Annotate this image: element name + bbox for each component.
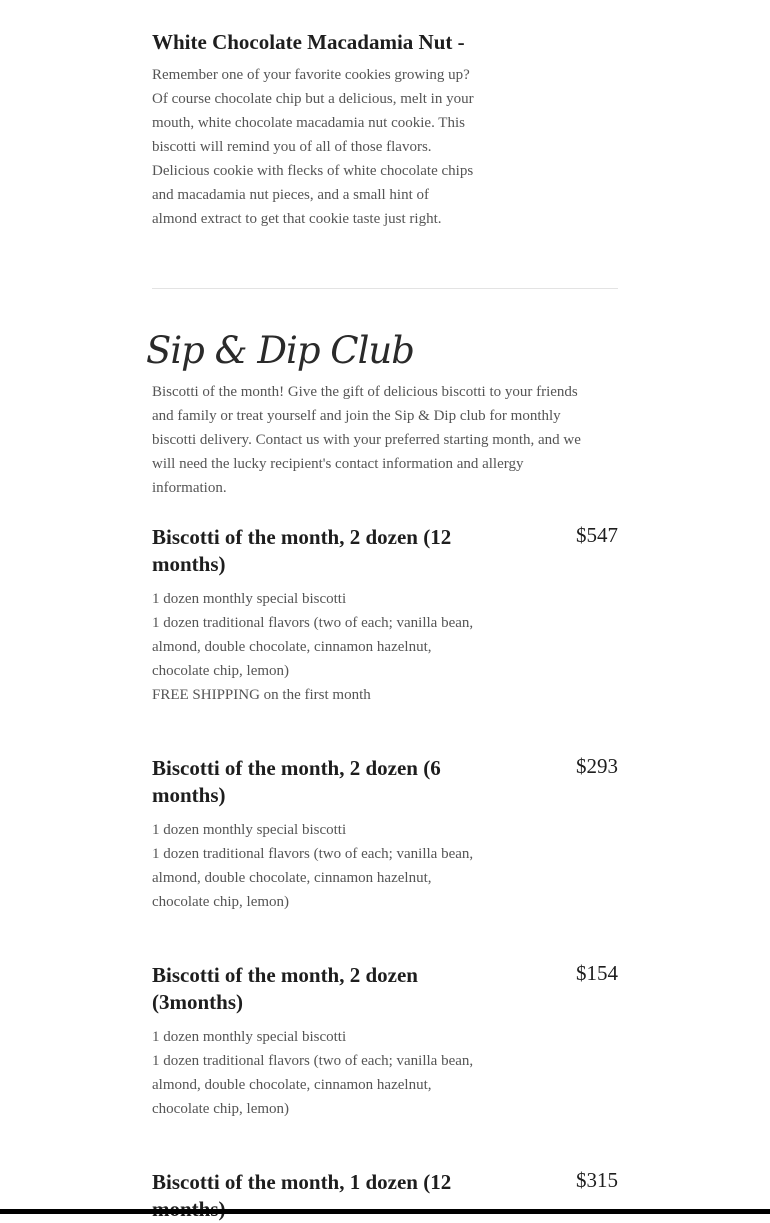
description-line: chocolate chip, lemon) [152, 1101, 290, 1117]
description-line: 1 dozen traditional flavors (two of each; vanilla bean, [152, 1053, 474, 1069]
intro-line: biscotti delivery. Contact us with your preferred starting month, and we [152, 432, 581, 448]
item-price: $154 [576, 961, 618, 985]
description-line: 1 dozen monthly special biscotti [152, 1029, 347, 1045]
title-line: months) [152, 783, 226, 807]
title-line: Biscotti of the month, 2 dozen (12 [152, 525, 452, 549]
menu-item-title [152, 1169, 492, 1223]
intro-line: Biscotti of the month! Give the gift of delicious biscotti to your friends [152, 384, 578, 400]
title-line: Biscotti of the month, 2 dozen [152, 963, 418, 987]
item-price: $547 [576, 523, 618, 547]
menu-item-white-chocolate-macadamia [152, 28, 618, 231]
description-line: chocolate chip, lemon) [152, 663, 290, 679]
description-line: and macadamia nut pieces, and a small hint of [152, 187, 429, 203]
menu-item-title [152, 755, 492, 809]
item-price: $293 [576, 754, 618, 778]
description-line: almond, double chocolate, cinnamon hazelnut, [152, 1077, 432, 1093]
intro-line: will need the lucky recipient's contact information and allergy [152, 456, 524, 472]
menu-item-description [152, 818, 492, 914]
description-line: Remember one of your favorite cookies growing up? [152, 67, 470, 83]
description-line: Of course chocolate chip but a delicious, melt in your [152, 91, 474, 107]
description-line: biscotti will remind you of all of those flavors. [152, 139, 432, 155]
bottom-bar [0, 1209, 770, 1214]
menu-item-description [152, 63, 492, 231]
menu-item-title [152, 524, 492, 578]
menu-item-2-dozen-6-months [152, 755, 618, 914]
menu-item-description [152, 587, 492, 707]
menu-item-1-dozen-12-months [152, 1169, 618, 1223]
menu-item-title: White Chocolate Macadamia Nut - [152, 30, 465, 54]
description-line: Delicious cookie with flecks of white chocolate chips [152, 163, 474, 179]
menu-item-2-dozen-12-months [152, 524, 618, 707]
title-line: (3months) [152, 990, 244, 1014]
description-line: almond extract to get that cookie taste just right. [152, 211, 442, 227]
description-line: FREE SHIPPING on the first month [152, 687, 371, 703]
menu-item-description [152, 1025, 492, 1121]
description-line: 1 dozen monthly special biscotti [152, 591, 347, 607]
description-line: chocolate chip, lemon) [152, 894, 290, 910]
title-line: Biscotti of the month, 1 dozen (12 [152, 1170, 452, 1194]
section-divider [152, 288, 618, 289]
description-line: 1 dozen traditional flavors (two of each; vanilla bean, [152, 846, 474, 862]
menu-item-title [152, 962, 492, 1016]
title-line: Biscotti of the month, 2 dozen (6 [152, 756, 441, 780]
description-line: almond, double chocolate, cinnamon hazelnut, [152, 870, 432, 886]
description-line: almond, double chocolate, cinnamon hazelnut, [152, 639, 432, 655]
title-line: months) [152, 552, 226, 576]
section-title: Sip & Dip Club [146, 329, 414, 372]
intro-line: information. [152, 480, 227, 496]
intro-line: and family or treat yourself and join the Sip & Dip club for monthly [152, 408, 561, 424]
item-price: $315 [576, 1168, 618, 1192]
description-line: 1 dozen monthly special biscotti [152, 822, 347, 838]
section-intro [152, 380, 618, 500]
menu-item-2-dozen-3-months [152, 962, 618, 1121]
description-line: mouth, white chocolate macadamia nut cookie. This [152, 115, 465, 131]
description-line: 1 dozen traditional flavors (two of each; vanilla bean, [152, 615, 474, 631]
